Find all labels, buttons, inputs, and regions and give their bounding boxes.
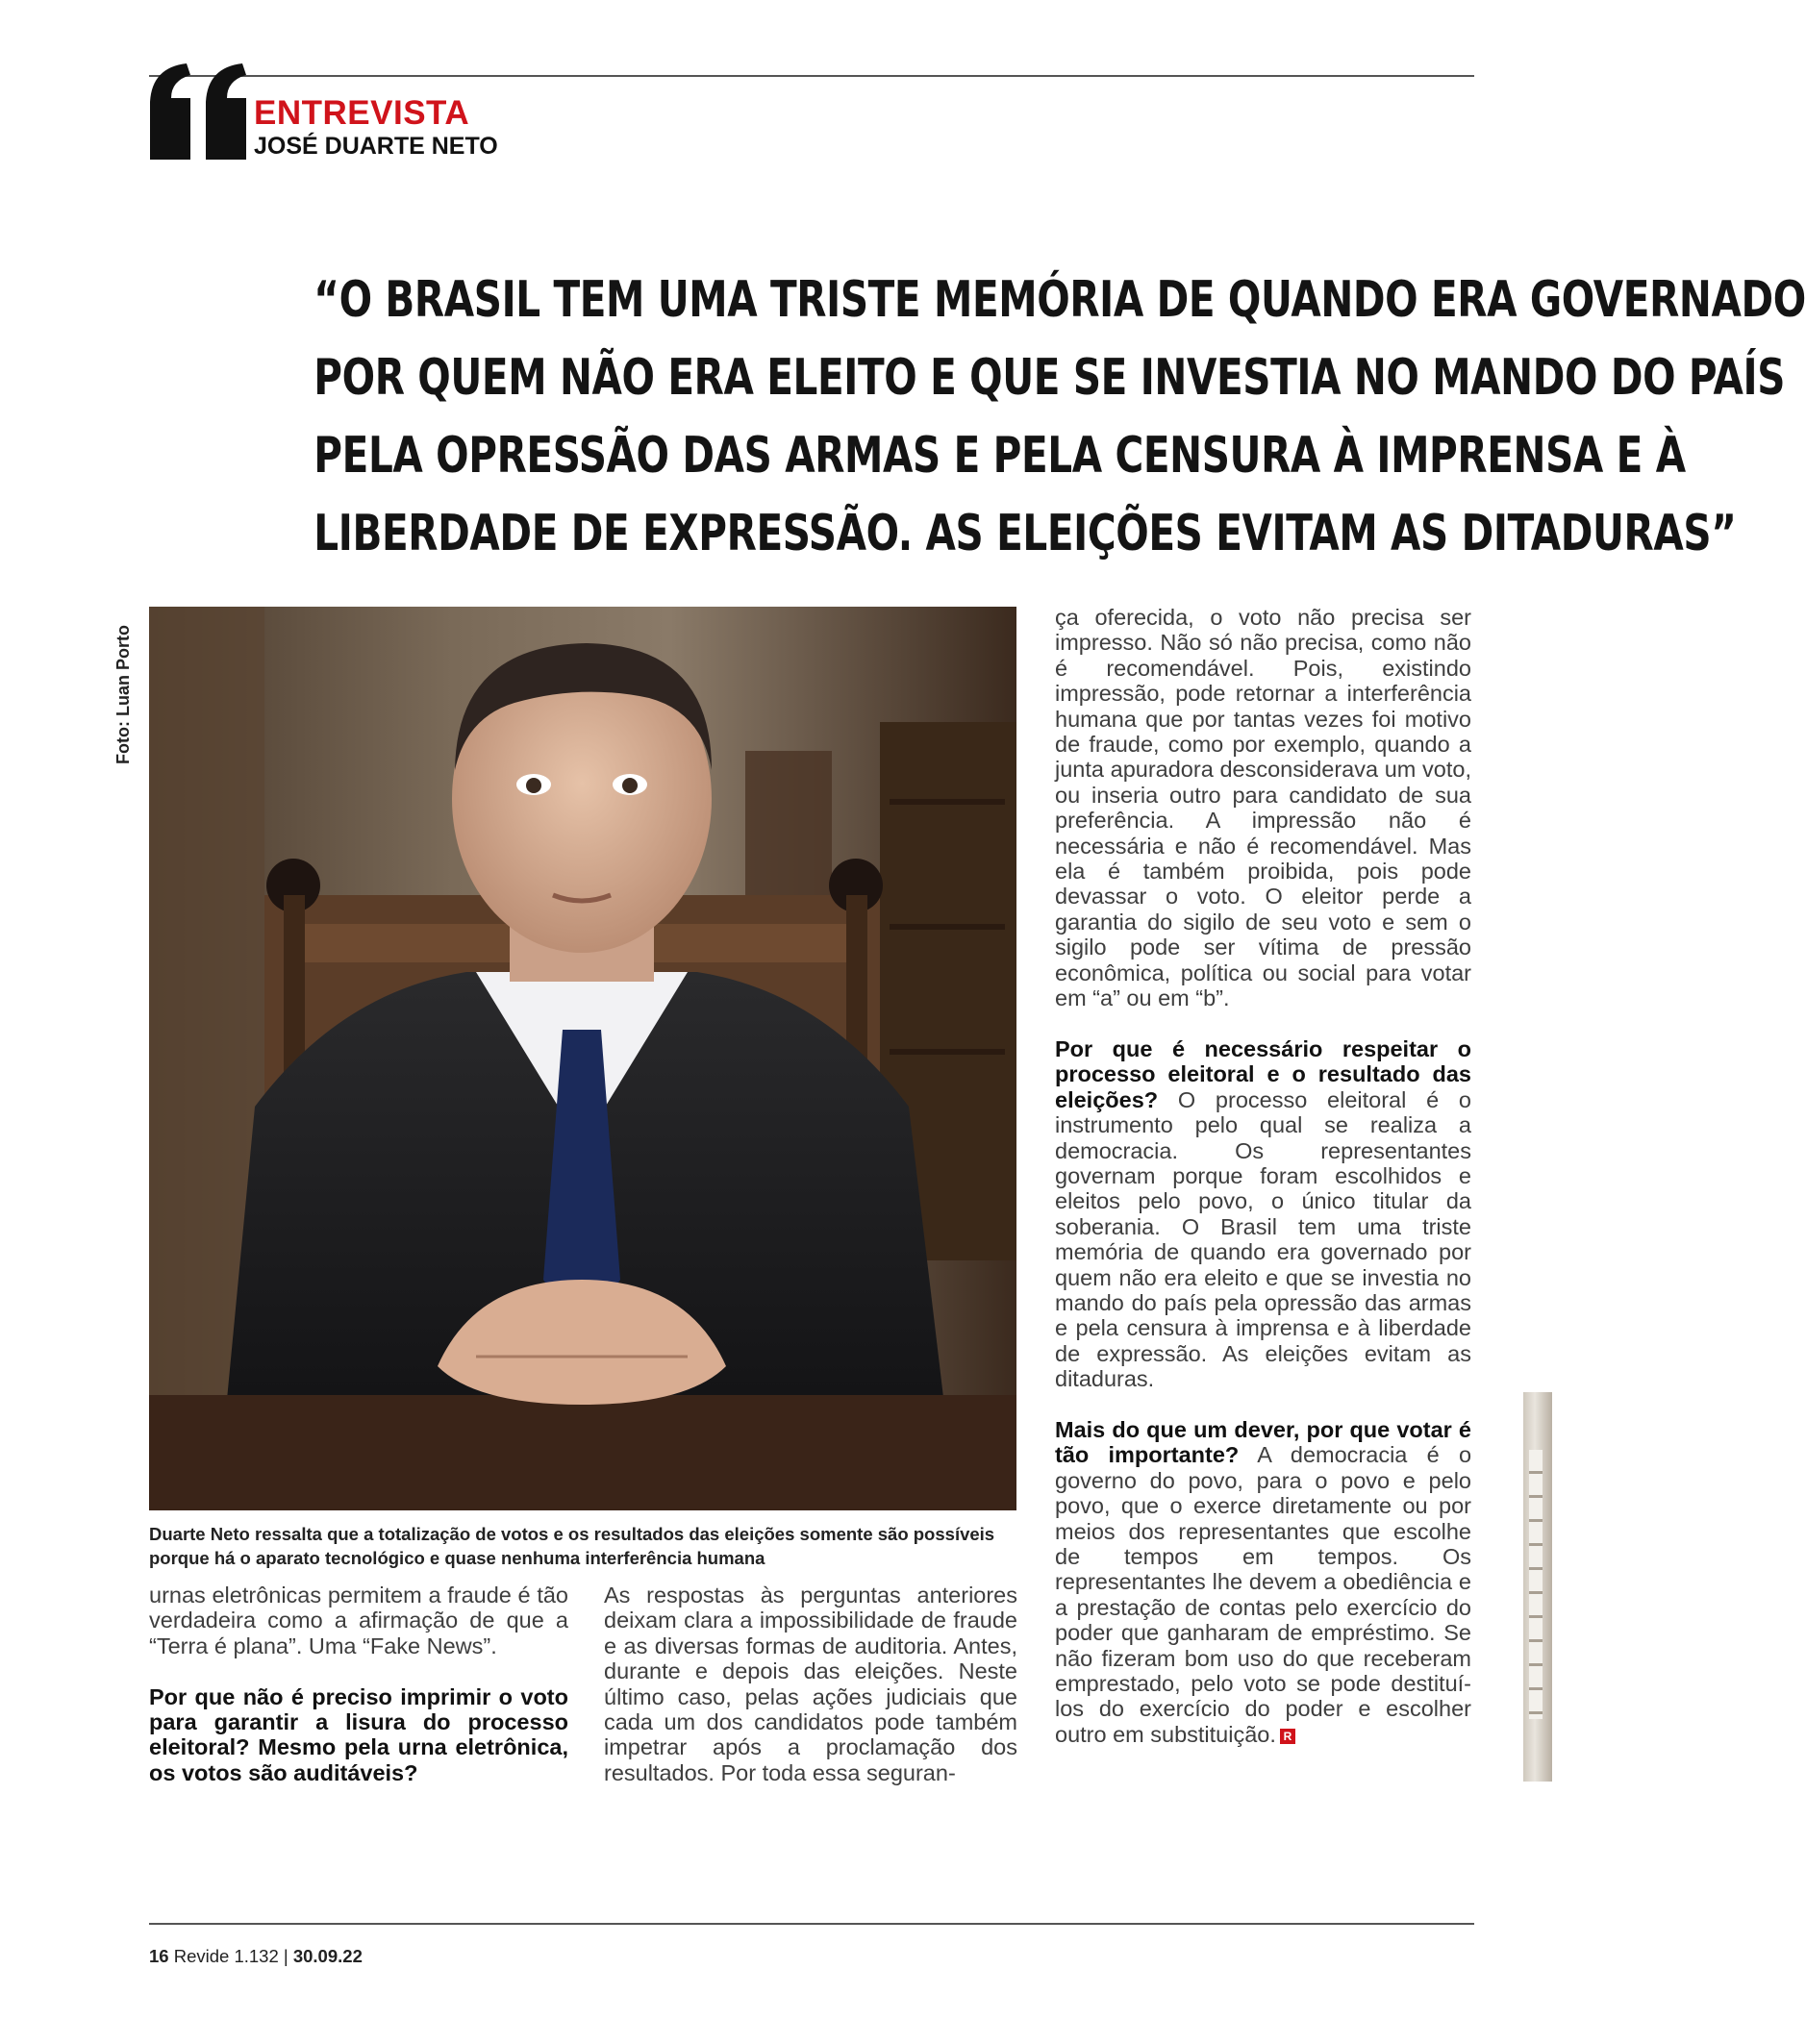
portrait-illustration xyxy=(149,607,1016,1510)
article-column-1 xyxy=(149,1583,568,1785)
paragraph: urnas eletrônicas permitem a fraude é tão verdadeira como a afirmação de que a “Terra é plana”. Uma “Fake News”. xyxy=(149,1583,568,1658)
section-label: ENTREVISTA xyxy=(254,94,470,132)
article-column-2 xyxy=(604,1583,1017,1785)
adjacent-page-photo-edge xyxy=(1523,1392,1552,1782)
answer: O processo eleitoral é o instrumento pelo qual se realiza a democracia. Os representantes governam porque foram escolhidos e eleitos pelo povo, o único titular da soberania. O Brasil tem uma triste memória de quando era governado por quem não era eleito e que se investia no mando do país pela opressão das armas e pela censura à imprensa e à liberdade de expressão. As eleições evitam as ditaduras. xyxy=(1055,1086,1471,1392)
issue-date: 30.09.22 xyxy=(292,1946,363,1966)
pull-quote-line: PELA OPRESSÃO DAS ARMAS E PELA CENSURA À IMPRENSA E À xyxy=(314,427,1686,485)
qa-block xyxy=(1055,1036,1471,1392)
portrait-photo xyxy=(149,607,1016,1510)
answer: A democracia é o governo do povo, para o povo e pelo povo, que o exerce diretamente ou por meios dos representantes que escolhe de tempos em tempos. Os representantes lhe devem a obediência e a prestação de contas pelo exercício do poder que ganharam de empréstimo. Se não fizeram bom uso do que receberam emprestado, pelo voto se pode destituí-los do exercício do poder e escolher outro em substituição. xyxy=(1055,1442,1472,1747)
photo-caption: Duarte Neto ressalta que a totalização de votos e os resultados das eleições somente são possíveis porque há o aparato tecnológico e quase nenhuma interferência humana xyxy=(149,1524,995,1568)
question: Por que não é preciso imprimir o voto para garantir a lisura do processo eleitoral? Mesmo pela urna eletrônica, os votos são auditáveis? xyxy=(149,1683,568,1785)
bottom-rule xyxy=(149,1923,1474,1925)
pull-quote-line: POR QUEM NÃO ERA ELEITO E QUE SE INVESTIA NO MANDO DO PAÍS xyxy=(314,349,1786,407)
page-footer xyxy=(149,1946,363,1967)
article-column-3 xyxy=(1055,605,1471,1747)
quote-icon xyxy=(146,60,252,165)
magazine-issue: Revide 1.132 xyxy=(173,1946,279,1966)
pull-quote xyxy=(314,262,1806,573)
footer-separator: | xyxy=(283,1946,288,1966)
question: Mais do que um dever, por que votar é tão importante? xyxy=(1055,1416,1471,1468)
paragraph: As respostas às perguntas anteriores deixam clara a impossibilidade de fraude e as diversas formas de auditoria. Antes, durante e depois das eleições. Neste último caso, pelas ações judiciais que cada um dos candidatos pode também impetrar após a proclamação dos resultados. Por toda essa seguran- xyxy=(604,1583,1017,1785)
paragraph: ça oferecida, o voto não precisa ser impresso. Não só não precisa, como não é recomendável. Pois, existindo impressão, pode retornar a interferência humana que por tantas vezes foi motivo de fraude, como por exemplo, quando a junta apuradora desconsiderava um voto, ou inseria outro para candidato de sua preferência. A impressão não é necessária e não é recomendável. Mas ela é também proibida, pois pode devassar o voto. O eleitor perde a garantia do sigilo de seu voto e sem o sigilo pode ser vítima de pressão econômica, política ou social para votar em “a” ou em “b”. xyxy=(1055,605,1471,1011)
interviewee-name: JOSÉ DUARTE NETO xyxy=(254,133,498,160)
photo-credit: Foto: Luan Porto xyxy=(113,625,133,764)
page-number: 16 xyxy=(149,1946,169,1966)
pull-quote-line: “O BRASIL TEM UMA TRISTE MEMÓRIA DE QUANDO ERA GOVERNADO xyxy=(314,271,1806,329)
pull-quote-line: LIBERDADE DE EXPRESSÃO. AS ELEIÇÕES EVITAM AS DITADURAS” xyxy=(314,505,1737,562)
top-rule xyxy=(149,75,1474,77)
end-mark-icon: R xyxy=(1280,1729,1295,1744)
qa-block xyxy=(1055,1417,1471,1747)
question: Por que é necessário respeitar o processo eleitoral e o resultado das eleições? xyxy=(1055,1035,1471,1112)
